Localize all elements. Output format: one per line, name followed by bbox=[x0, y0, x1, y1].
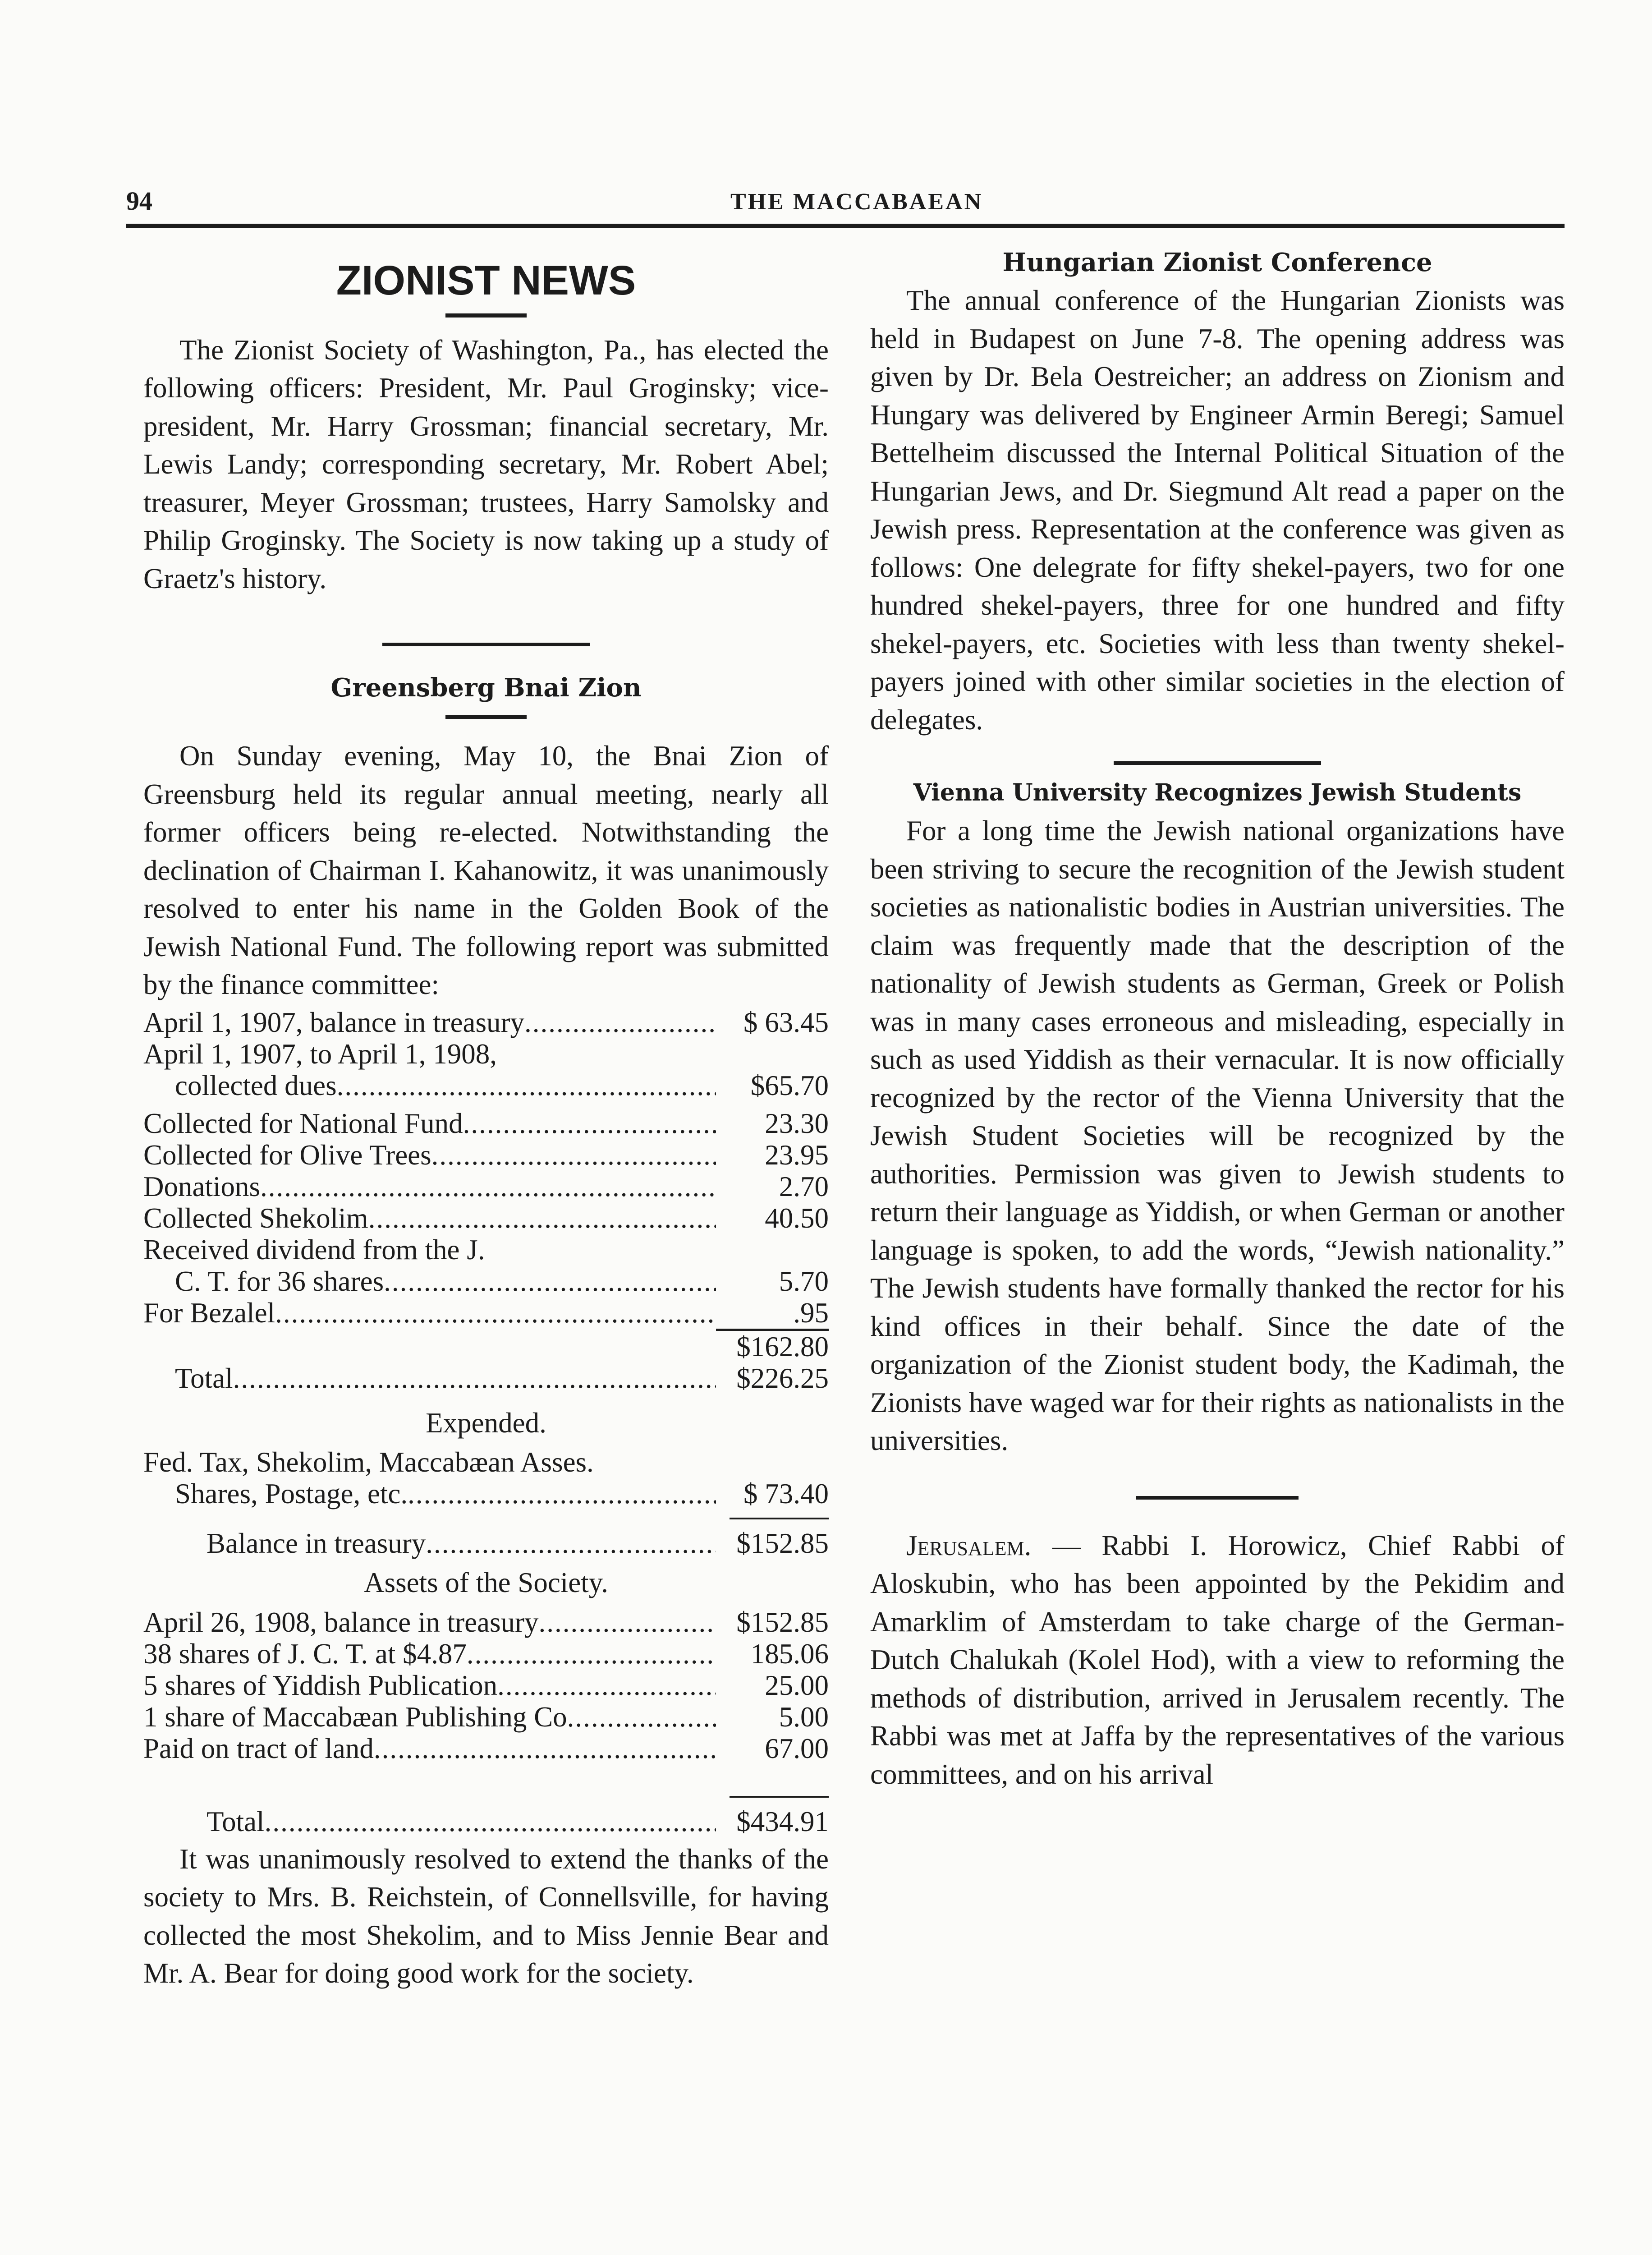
amount-rule bbox=[730, 1796, 829, 1798]
ledger-row: C. T. for 36 shares ..... 5.70 bbox=[143, 1266, 829, 1297]
running-title: THE MACCABAEAN bbox=[730, 189, 983, 215]
expended-row: Shares, Postage, etc. ..... $ 73.40 bbox=[143, 1478, 829, 1509]
left-column bbox=[143, 244, 829, 1993]
ledger-row: Collected for Olive Trees ..... 23.95 bbox=[143, 1139, 829, 1171]
balance-row: Balance in treasury ..... $152.85 bbox=[143, 1528, 829, 1559]
vienna-heading: Vienna University Recognizes Jewish Students bbox=[913, 779, 1522, 806]
hungarian-paragraph: The annual conference of the Hungarian Zionists was held in Budapest on June 7-8. The opening address was given by Dr. Bela Oestreicher; an address on Zionism and Hungary was delivered by Engineer Armin Beregi; Samuel Bettelheim discussed the Internal Political Situation of the Hungarian Jews, and Dr. Siegmund Alt read a paper on the Jewish press. Representation at the conference was given as follows: One delegrate for fifty shekel-payers, two for one hundred shekel-payers, three for one hundred and fifty shekel-payers, etc. Societies with less than twenty shekel-payers joined with other similar societies in the election of delegates. bbox=[870, 285, 1565, 736]
heading-rule bbox=[445, 715, 527, 719]
finance-ledger bbox=[143, 1007, 829, 1837]
right-column bbox=[870, 244, 1565, 1793]
vienna-paragraph: For a long time the Jewish national organizations have been striving to secure the recognition of the Jewish student societies as nationalistic bodies in Austrian universities. The claim was frequently made that the description of the nationality of Jewish students as German, Greek or Polish was in many cases erroneous and misleading, especially in such as used Yiddish as their vernacular. It is now officially recognized by the rector of the Vienna University that the Jewish Student Societies will be recognized by the authorities. Permission was given to Jewish students to return their language as Yiddish, or when German or another language is spoken, to add the words, “Jewish nationality.” The Jewish students have formally thanked the rector for his kind offices in their behalf. Since the date of the organization of the Zionist student body, the Kadimah, the Zionists have waged war for their rights as nationalists in the universities. bbox=[870, 815, 1565, 1456]
thanks-paragraph: It was unanimously resolved to extend the thanks of the society to Mrs. B. Reichstein, of Connellsville, for having collected the most Shekolim, and to Miss Jennie Bear and Mr. A. Bear for doing good work for the society. bbox=[143, 1843, 829, 1989]
separator-rule bbox=[1114, 761, 1321, 765]
separator-rule bbox=[1136, 1496, 1299, 1500]
ledger-row: Received dividend from the J. bbox=[143, 1233, 485, 1266]
total-row: Total ..... $434.91 bbox=[143, 1806, 829, 1837]
ledger-row: Donations ..... 2.70 bbox=[143, 1171, 829, 1202]
asset-row: 5 shares of Yiddish Publication ..... 25.00 bbox=[143, 1670, 829, 1701]
separator-rule bbox=[382, 643, 590, 646]
ledger-row: Collected Shekolim ..... 40.50 bbox=[143, 1202, 829, 1234]
total-row: Total ..... $226.25 bbox=[143, 1362, 829, 1394]
assets-heading: Assets of the Society. bbox=[364, 1567, 608, 1598]
jerusalem-paragraph: Jerusalem. — Rabbi I. Horowicz, Chief Rabbi of Aloskubin, who has been appointed by the Pekidim and Amarklim of Amsterdam to take charge of the German-Dutch Chalukah (Kolel Hod), with a view to reforming the methods of distribution, arrived in Jerusalem recently. The Rabbi was met at Jaffa by the representatives of the various committees, and on his arrival bbox=[870, 1529, 1565, 1790]
subtotal-row: $162.80 bbox=[143, 1329, 829, 1362]
ledger-row: April 1, 1907, to April 1, 1908, bbox=[143, 1038, 497, 1070]
greensberg-heading: Greensberg Bnai Zion bbox=[330, 673, 642, 703]
asset-row: Paid on tract of land ..... 67.00 bbox=[143, 1733, 829, 1764]
ledger-row: collected dues ..... $65.70 bbox=[143, 1070, 829, 1101]
title-rule bbox=[445, 313, 527, 318]
asset-row: 38 shares of J. C. T. at $4.87 ..... 185.06 bbox=[143, 1638, 829, 1670]
expended-row: Fed. Tax, Shekolim, Maccabæan Asses. bbox=[143, 1446, 594, 1478]
section-title: ZIONIST NEWS bbox=[336, 258, 636, 304]
asset-row: April 26, 1908, balance in treasury ..... $152.85 bbox=[143, 1606, 829, 1638]
hungarian-heading: Hungarian Zionist Conference bbox=[1002, 248, 1432, 277]
jerusalem-dateline: Jerusalem. bbox=[906, 1529, 1032, 1561]
asset-row: 1 share of Maccabæan Publishing Co ..... 5.00 bbox=[143, 1701, 829, 1733]
ledger-row: Collected for National Fund ..... 23.30 bbox=[143, 1108, 829, 1139]
header-rule bbox=[126, 224, 1565, 228]
page-number: 94 bbox=[126, 186, 152, 216]
ledger-row: For Bezalel ..... .95 bbox=[143, 1297, 829, 1329]
expended-heading: Expended. bbox=[426, 1407, 546, 1439]
amount-rule bbox=[730, 1518, 829, 1519]
ledger-row: April 1, 1907, balance in treasury ..... $ 63.45 bbox=[143, 1007, 829, 1038]
greensberg-paragraph: On Sunday evening, May 10, the Bnai Zion of Greensburg held its regular annual meeting, nearly all former officers being re-elected. Notwithstanding the declination of Chairman I. Kahanowitz, it was unanimously resolved to enter his name in the Golden Book of the Jewish National Fund. The following report was submitted by the finance committee: bbox=[143, 740, 829, 1000]
washington-paragraph: The Zionist Society of Washington, Pa., has elected the following officers: President, Mr. Paul Groginsky; vice-president, Mr. Harry Grossman; financial secretary, Mr. Lewis Landy; corresponding secretary, Mr. Robert Abel; treasurer, Meyer Grossman; trustees, Harry Samolsky and Philip Groginsky. The Society is now taking up a study of Graetz's history. bbox=[143, 334, 829, 594]
